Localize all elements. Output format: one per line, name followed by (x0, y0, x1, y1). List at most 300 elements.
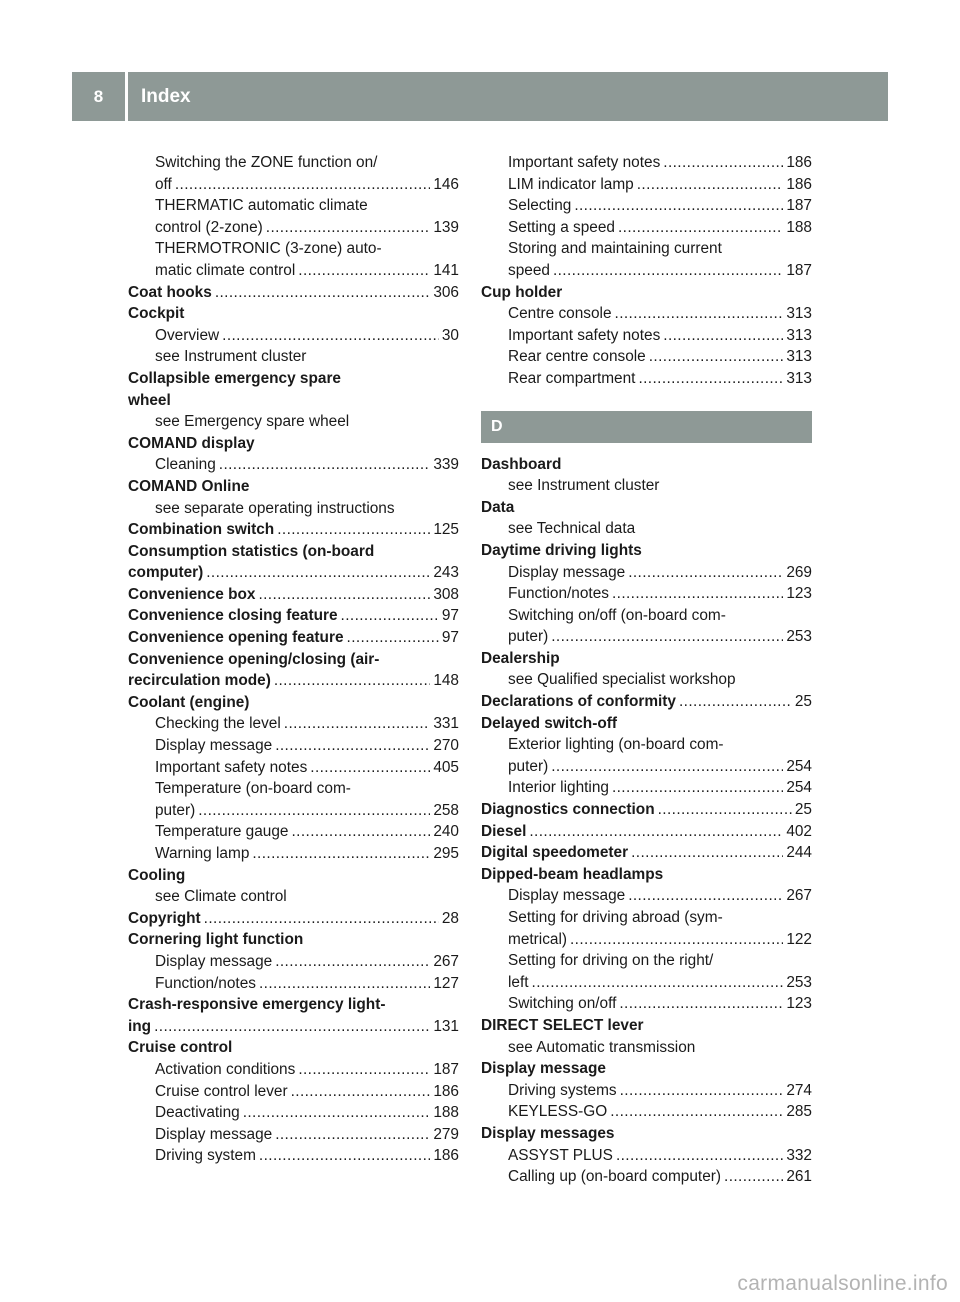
index-entry (128, 649, 459, 671)
dot-leader (628, 562, 783, 584)
index-entry (128, 929, 459, 951)
index-subentry (481, 929, 812, 951)
index-subentry (481, 1101, 812, 1123)
index-entry (128, 519, 459, 541)
entry-text: see Instrument cluster (155, 348, 307, 366)
index-subentry (128, 778, 459, 800)
page-reference: 148 (433, 672, 459, 690)
entry-text: Convenience box (128, 585, 256, 603)
entry-text: COMAND Online (128, 477, 250, 495)
entry-text: see Climate control (155, 888, 287, 906)
index-entry (128, 605, 459, 627)
dot-leader (610, 1101, 783, 1123)
index-entry (128, 390, 459, 412)
dot-leader (259, 1145, 430, 1167)
index-subentry (128, 325, 459, 347)
dot-leader (612, 777, 783, 799)
index-subentry (481, 518, 812, 540)
entry-text: puter) (508, 757, 549, 775)
page-reference: 127 (433, 974, 459, 992)
dot-leader (219, 454, 431, 476)
index-entry (128, 584, 459, 606)
index-group-c-continued (481, 152, 812, 390)
dot-leader (637, 174, 784, 196)
entry-text: Consumption statistics (on-board (128, 542, 375, 560)
entry-text: see Automatic transmission (508, 1038, 696, 1056)
entry-text: LIM indicator lamp (508, 175, 634, 193)
entry-text: Display message (155, 952, 273, 970)
entry-text: Temperature (on-board com- (155, 780, 351, 798)
entry-text: Crash-responsive emergency light- (128, 996, 386, 1014)
dot-leader (615, 303, 784, 325)
index-entry (481, 1015, 812, 1037)
entry-text: Centre console (508, 305, 612, 323)
entry-text: Storing and maintaining current (508, 240, 722, 258)
dot-leader (284, 713, 431, 735)
page-reference: 254 (786, 757, 812, 775)
index-subentry (481, 993, 812, 1015)
dot-leader (275, 735, 430, 757)
entry-text: Setting for driving abroad (sym- (508, 909, 723, 926)
page-reference: 146 (433, 175, 459, 193)
entry-text: Convenience closing feature (128, 607, 338, 625)
index-subentry (128, 217, 459, 239)
index-subentry (481, 1145, 812, 1167)
index-column-left (128, 152, 459, 1167)
entry-text: Activation conditions (155, 1060, 296, 1078)
page-reference: 295 (433, 845, 459, 862)
index-subentry (128, 821, 459, 843)
index-subentry (128, 1145, 459, 1167)
index-entry (128, 562, 459, 584)
index-entry (481, 864, 812, 886)
dot-leader (553, 260, 783, 282)
index-subentry (128, 757, 459, 779)
page-reference: 313 (786, 369, 812, 387)
page-reference: 188 (433, 1104, 459, 1122)
entry-text: Setting a speed (508, 218, 615, 236)
page-reference: 97 (441, 629, 459, 647)
page-reference: 141 (433, 261, 459, 279)
index-entry (481, 799, 812, 821)
dot-leader (275, 1124, 430, 1146)
entry-text: Switching the ZONE function on/ (155, 154, 378, 171)
entry-text: puter) (155, 801, 196, 819)
index-subentry (481, 562, 812, 584)
entry-text: see Instrument cluster (508, 477, 660, 495)
entry-text: COMAND display (128, 434, 255, 452)
page-reference: 332 (786, 1146, 812, 1164)
index-subentry (481, 583, 812, 605)
dot-leader (663, 325, 783, 347)
entry-text: Important safety notes (155, 758, 308, 776)
index-subentry (128, 713, 459, 735)
index-entry (128, 994, 459, 1016)
dot-leader (628, 885, 783, 907)
dot-leader (243, 1102, 431, 1124)
index-subentry (128, 735, 459, 757)
header-divider (125, 72, 128, 121)
page-reference: 308 (433, 585, 459, 603)
dot-leader (274, 670, 430, 692)
entry-text: Dashboard (481, 455, 562, 473)
dot-leader (638, 368, 783, 390)
index-entry (481, 648, 812, 670)
dot-leader (574, 195, 783, 217)
entry-text: Cleaning (155, 456, 216, 474)
dot-leader (291, 821, 430, 843)
index-entry (481, 1058, 812, 1080)
index-subentry (128, 411, 459, 433)
index-subentry (481, 972, 812, 994)
index-subentry (481, 368, 812, 390)
dot-leader (198, 800, 430, 822)
index-subentry (481, 303, 812, 325)
entry-text: Collapsible emergency spare (128, 369, 341, 387)
page-reference: 123 (786, 585, 812, 603)
index-subentry (481, 669, 812, 691)
entry-text: Diagnostics connection (481, 801, 655, 819)
page-reference: 25 (794, 801, 812, 819)
entry-text: Display message (481, 1060, 606, 1078)
page-reference: 187 (786, 197, 812, 215)
page-reference: 186 (433, 1147, 459, 1165)
page-reference: 123 (786, 995, 812, 1013)
index-entry (481, 282, 812, 304)
index-subentry (128, 346, 459, 368)
dot-leader (298, 260, 430, 282)
entry-text: Cockpit (128, 305, 185, 323)
entry-text: Important safety notes (508, 154, 661, 171)
dot-leader (612, 583, 783, 605)
page-reference: 139 (433, 218, 459, 236)
dot-leader (619, 993, 783, 1015)
entry-text: Switching on/off (on-board com- (508, 606, 726, 624)
page-reference: 279 (433, 1125, 459, 1143)
page-reference: 186 (786, 175, 812, 193)
entry-text: Rear compartment (508, 369, 636, 387)
entry-text: Driving system (155, 1147, 256, 1165)
dot-leader (529, 821, 783, 843)
entry-text: recirculation mode) (128, 672, 271, 690)
entry-text: Function/notes (508, 585, 609, 603)
index-subentry (128, 1124, 459, 1146)
page-reference: 267 (433, 952, 459, 970)
entry-text: puter) (508, 628, 549, 646)
dot-leader (649, 346, 784, 368)
index-entry (128, 433, 459, 455)
entry-text: metrical) (508, 930, 567, 948)
entry-text: Declarations of conformity (481, 693, 676, 711)
page-reference: 254 (786, 779, 812, 797)
dot-leader (551, 756, 783, 778)
dot-leader (532, 972, 784, 994)
index-entry (481, 691, 812, 713)
page-reference: 261 (786, 1168, 812, 1186)
index-subentry (481, 475, 812, 497)
page-reference: 187 (786, 261, 812, 279)
index-subentry (128, 1081, 459, 1103)
index-subentry (481, 325, 812, 347)
entry-text: speed (508, 261, 550, 279)
entry-text: Display message (155, 1125, 273, 1143)
index-subentry (481, 152, 812, 174)
dot-leader (275, 951, 430, 973)
entry-text: Cup holder (481, 283, 563, 301)
entry-text: Data (481, 498, 515, 516)
dot-leader (291, 1081, 431, 1103)
page-reference: 131 (433, 1017, 459, 1035)
entry-text: Switching on/off (508, 995, 617, 1013)
index-subentry (128, 238, 459, 260)
entry-text: Function/notes (155, 974, 256, 992)
page-reference: 285 (786, 1103, 812, 1121)
index-subentry (128, 498, 459, 520)
index-entry (481, 540, 812, 562)
page-reference: 244 (786, 844, 812, 862)
entry-text: Checking the level (155, 715, 281, 733)
index-entry (128, 627, 459, 649)
entry-text: see Technical data (508, 520, 636, 538)
index-entry (128, 541, 459, 563)
entry-text: Cruise control lever (155, 1082, 288, 1100)
dot-leader (154, 1016, 430, 1038)
index-entry (481, 454, 812, 476)
page-reference: 405 (433, 758, 459, 776)
page-reference: 267 (786, 887, 812, 905)
index-subentry (481, 626, 812, 648)
dot-leader (258, 584, 430, 606)
entry-text: Cruise control (128, 1039, 233, 1057)
dot-leader (310, 757, 430, 779)
entry-text: matic climate control (155, 261, 296, 279)
index-entry (128, 476, 459, 498)
index-subentry (128, 843, 459, 865)
page-reference: 331 (433, 715, 459, 733)
index-subentry (128, 152, 459, 174)
entry-text: Rear centre console (508, 348, 646, 366)
index-entry (128, 368, 459, 390)
entry-text: control (2-zone) (155, 218, 263, 236)
index-subentry (481, 195, 812, 217)
entry-text: Important safety notes (508, 326, 661, 344)
entry-text: Overview (155, 326, 220, 344)
page-reference: 313 (786, 348, 812, 366)
index-subentry (481, 346, 812, 368)
entry-text: Coolant (engine) (128, 693, 250, 711)
dot-leader (204, 908, 439, 930)
entry-text: computer) (128, 564, 204, 582)
page-reference: 402 (786, 822, 812, 840)
index-entry (128, 670, 459, 692)
dot-leader (266, 217, 431, 239)
dot-leader (620, 1080, 784, 1102)
entry-text: left (508, 973, 529, 991)
entry-text: see Qualified specialist workshop (508, 671, 736, 689)
index-entry (128, 1037, 459, 1059)
entry-text: Cornering light function (128, 931, 304, 949)
dot-leader (215, 282, 431, 304)
entry-text: Interior lighting (508, 779, 609, 797)
dot-leader (175, 174, 430, 196)
page-reference: 306 (433, 283, 459, 301)
page-reference: 253 (786, 628, 812, 646)
index-subentry (481, 777, 812, 799)
index-group-d (481, 454, 812, 1188)
dot-leader (570, 929, 783, 951)
entry-text: THERMATIC automatic climate (155, 197, 368, 215)
index-subentry (481, 260, 812, 282)
page-reference: 243 (433, 564, 459, 582)
page-reference: 188 (786, 218, 812, 236)
entry-text: Delayed switch-off (481, 714, 617, 732)
page-reference: 313 (786, 305, 812, 323)
entry-text: Deactivating (155, 1104, 240, 1122)
dot-leader (277, 519, 430, 541)
index-subentry (128, 951, 459, 973)
index-entry (128, 692, 459, 714)
dot-leader (551, 626, 783, 648)
section-header-d: D (481, 411, 812, 443)
page-reference: 339 (433, 456, 459, 474)
index-entry (128, 1016, 459, 1038)
entry-text: Display message (508, 563, 626, 581)
dot-leader (679, 691, 792, 713)
page-reference: 97 (441, 607, 459, 625)
entry-text: Cooling (128, 866, 186, 884)
page-reference: 270 (433, 737, 459, 755)
dot-leader (298, 1059, 430, 1081)
entry-text: Copyright (128, 909, 201, 927)
dot-leader (724, 1166, 783, 1188)
entry-text: Driving systems (508, 1081, 617, 1099)
index-subentry (128, 800, 459, 822)
entry-text: Coat hooks (128, 283, 212, 301)
entry-text: Display messages (481, 1124, 615, 1142)
index-subentry (481, 734, 812, 756)
watermark: carmanualsonline.info (737, 1272, 948, 1295)
index-subentry (128, 195, 459, 217)
index-entry (481, 713, 812, 735)
index-entry (128, 865, 459, 887)
page-reference: 274 (786, 1081, 812, 1099)
dot-leader (347, 627, 439, 649)
dot-leader (222, 325, 439, 347)
entry-text: Digital speedometer (481, 844, 629, 862)
entry-text: Warning lamp (155, 845, 250, 862)
entry-text: ASSYST PLUS (508, 1146, 613, 1164)
index-subentry (128, 260, 459, 282)
entry-text: Display message (508, 887, 626, 905)
entry-text: Display message (155, 737, 273, 755)
index-subentry (481, 756, 812, 778)
dot-leader (616, 1145, 783, 1167)
index-entry (481, 842, 812, 864)
index-entry (128, 908, 459, 930)
entry-text: Daytime driving lights (481, 541, 642, 559)
entry-text: off (155, 175, 172, 193)
index-column-right (481, 152, 812, 1188)
entry-text: Convenience opening/closing (air- (128, 650, 380, 668)
index-subentry (481, 1080, 812, 1102)
index-entry (128, 282, 459, 304)
dot-leader (341, 605, 439, 627)
page-reference: 122 (786, 930, 812, 948)
dot-leader (658, 799, 792, 821)
entry-text: THERMOTRONIC (3-zone) auto- (155, 240, 382, 258)
page-reference: 186 (433, 1082, 459, 1100)
entry-text: Combination switch (128, 521, 275, 539)
index-subentry (128, 174, 459, 196)
index-entry (481, 497, 812, 519)
dot-leader (663, 152, 783, 174)
page-header (72, 72, 888, 121)
page-reference: 30 (441, 326, 459, 344)
entry-text: DIRECT SELECT lever (481, 1016, 644, 1034)
index-subentry (128, 1059, 459, 1081)
index-subentry (481, 885, 812, 907)
page-reference: 25 (794, 693, 812, 711)
page-number: 8 (93, 86, 104, 106)
dot-leader (206, 562, 430, 584)
index-entry (481, 1123, 812, 1145)
dot-leader (259, 973, 430, 995)
page-reference: 258 (433, 801, 459, 819)
page-reference: 125 (433, 521, 459, 539)
dot-leader (631, 842, 783, 864)
entry-text: Dealership (481, 649, 560, 667)
index-subentry (128, 454, 459, 476)
index-subentry (481, 950, 812, 972)
entry-text: Calling up (on-board computer) (508, 1168, 722, 1186)
page-reference: 269 (786, 563, 812, 581)
page-reference: 186 (786, 154, 812, 171)
index-entry (481, 821, 812, 843)
index-subentry (481, 174, 812, 196)
dot-leader (252, 843, 430, 865)
entry-text: Diesel (481, 822, 527, 840)
index-subentry (481, 217, 812, 239)
entry-text: wheel (128, 391, 171, 409)
entry-text: Convenience opening feature (128, 629, 344, 647)
entry-text: KEYLESS-GO (508, 1103, 608, 1121)
index-subentry (128, 1102, 459, 1124)
index-subentry (128, 886, 459, 908)
entry-text: Temperature gauge (155, 823, 289, 841)
index-subentry (481, 1166, 812, 1188)
index-subentry (481, 1037, 812, 1059)
index-subentry (128, 973, 459, 995)
index-subentry (481, 605, 812, 627)
page-reference: 28 (441, 909, 459, 927)
page-reference: 253 (786, 973, 812, 991)
page-reference: 240 (433, 823, 459, 841)
index-subentry (481, 238, 812, 260)
page-reference: 187 (433, 1060, 459, 1078)
entry-text: ing (128, 1017, 152, 1035)
entry-text: see Emergency spare wheel (155, 413, 350, 431)
entry-text: see separate operating instructions (155, 499, 395, 517)
index-entry (128, 303, 459, 325)
dot-leader (618, 217, 783, 239)
page-title: Index (141, 85, 191, 107)
index-subentry (481, 907, 812, 929)
entry-text: Setting for driving on the right/ (508, 952, 714, 970)
entry-text: Exterior lighting (on-board com- (508, 736, 724, 754)
entry-text: Dipped-beam headlamps (481, 865, 664, 883)
page-reference: 313 (786, 326, 812, 344)
entry-text: Selecting (508, 197, 572, 215)
